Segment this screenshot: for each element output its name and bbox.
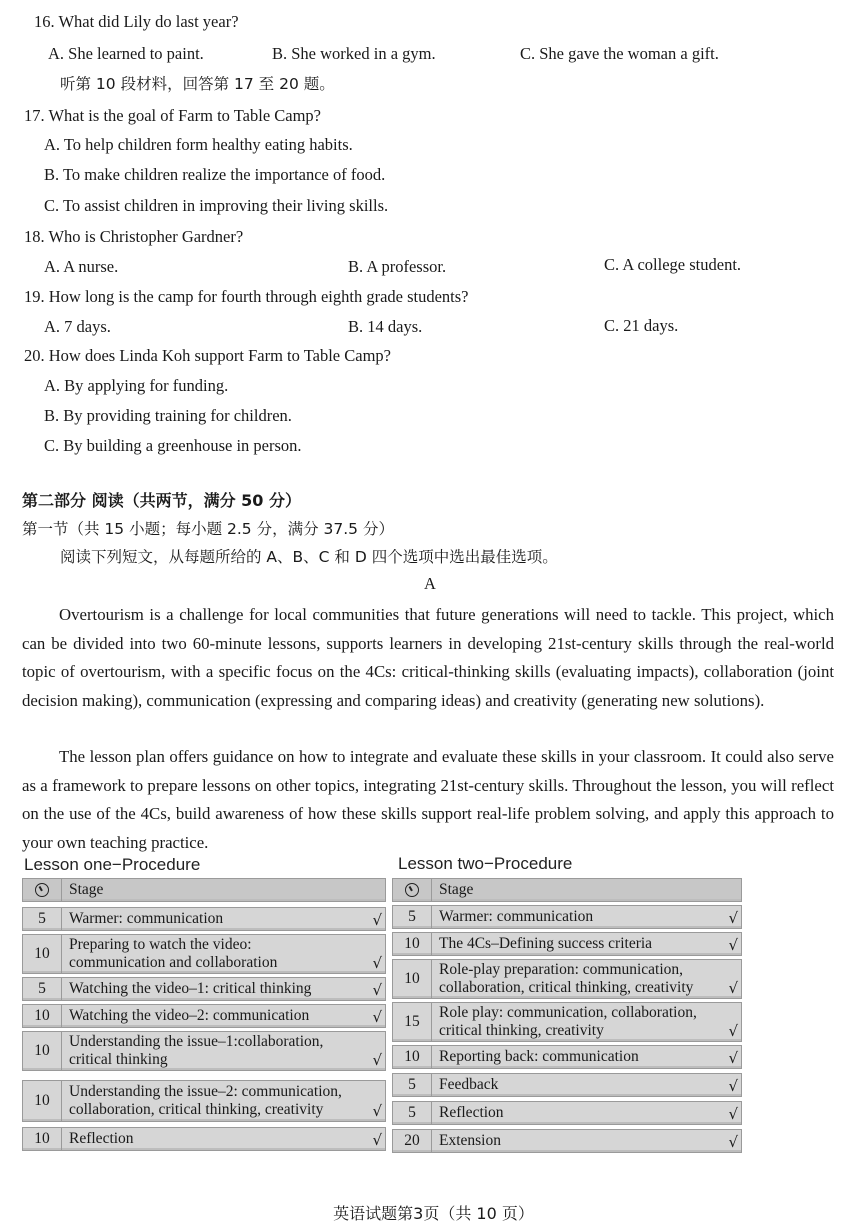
- check-mark-icon: √: [372, 1051, 382, 1069]
- table-row: [392, 1129, 742, 1153]
- check-mark-icon: √: [372, 1102, 382, 1120]
- minutes-cell: 10: [23, 1032, 62, 1070]
- minutes-cell: 5: [393, 1074, 432, 1096]
- table-row: [22, 907, 386, 931]
- q16-option-b: B. She worked in a gym.: [272, 44, 436, 63]
- q20-option-b: B. By providing training for children.: [44, 406, 292, 425]
- stage-cell: The 4Cs–Defining success criteria: [439, 935, 653, 952]
- table-row: [392, 1002, 742, 1042]
- question-20: 20. How does Linda Koh support Farm to Table Camp?: [24, 346, 391, 365]
- question-18: 18. Who is Christopher Gardner?: [24, 227, 244, 246]
- minutes-cell: 10: [23, 1005, 62, 1027]
- table-row: [22, 1004, 386, 1028]
- table-row: [22, 934, 386, 974]
- minutes-cell: 10: [393, 1046, 432, 1068]
- minutes-cell: 5: [23, 908, 62, 930]
- q17-option-b: B. To make children realize the importance of food.: [44, 165, 386, 184]
- stage-header: Stage: [69, 881, 104, 898]
- minutes-cell: 10: [393, 933, 432, 955]
- check-mark-icon: √: [728, 1077, 738, 1095]
- table-row: [22, 1080, 386, 1122]
- check-mark-icon: √: [372, 954, 382, 972]
- passage-paragraph-2: The lesson plan offers guidance on how to integrate and evaluate these skills in your classroom. It could also serve as a framework to prepare lessons on other topics, integrating 21st-century skills. Throughout the lesson, you will reflect on the use of the 4Cs, build awareness of how these skills support real-life problem solving, and apply this approach to your own teaching practice.: [22, 747, 834, 852]
- lesson-two-header-row: [392, 878, 742, 902]
- stage-cell: Warmer: communication: [69, 910, 224, 927]
- q16-option-c: C. She gave the woman a gift.: [520, 44, 719, 63]
- stage-cell: Role-play preparation: communication, collaboration, critical thinking, creativity: [439, 961, 694, 996]
- check-mark-icon: √: [372, 911, 382, 929]
- check-mark-icon: √: [372, 1008, 382, 1026]
- q18-option-a: A. A nurse.: [44, 257, 119, 276]
- stage-cell: Preparing to watch the video: communication and collaboration: [69, 936, 278, 971]
- stage-cell: Understanding the issue–1:collaboration, critical thinking: [69, 1033, 324, 1068]
- q18-option-c: C. A college student.: [604, 255, 742, 274]
- table-row: [392, 959, 742, 999]
- table-row: [392, 932, 742, 956]
- check-mark-icon: √: [728, 1022, 738, 1040]
- check-mark-icon: √: [372, 1131, 382, 1149]
- minutes-cell: 5: [23, 978, 62, 1000]
- stage-cell: Watching the video–2: communication: [69, 1007, 310, 1024]
- q17-option-a: A. To help children form healthy eating habits.: [44, 135, 353, 154]
- lesson-one-header-row: [22, 878, 386, 902]
- table-row: [392, 905, 742, 929]
- table-row: [392, 1101, 742, 1125]
- check-mark-icon: √: [728, 979, 738, 997]
- question-19: 19. How long is the camp for fourth through eighth grade students?: [24, 287, 469, 306]
- reading-instruction: 阅读下列短文，从每题所给的 A、B、C 和 D 四个选项中选出最佳选项。: [60, 548, 558, 566]
- minutes-cell: 10: [23, 1081, 62, 1121]
- check-mark-icon: √: [728, 1105, 738, 1123]
- minutes-cell: 5: [393, 906, 432, 928]
- stage-cell: Extension: [439, 1132, 501, 1149]
- q17-option-c: C. To assist children in improving their living skills.: [44, 196, 389, 215]
- section-one-title: 第一节（共 15 小题；每小题 2.5 分，满分 37.5 分）: [22, 520, 394, 538]
- clock-icon-cell: [393, 879, 432, 901]
- minutes-cell: 5: [393, 1102, 432, 1124]
- table-row: [392, 1045, 742, 1069]
- stage-cell: Reporting back: communication: [439, 1048, 639, 1065]
- lesson-two-title: Lesson two−Procedure: [398, 854, 573, 873]
- lesson-one-title: Lesson one−Procedure: [24, 855, 201, 874]
- minutes-cell: 20: [393, 1130, 432, 1152]
- q20-option-a: A. By applying for funding.: [44, 376, 229, 395]
- question-17: 17. What is the goal of Farm to Table Camp?: [24, 106, 322, 125]
- page-footer: 英语试题第3页（共 10 页）: [333, 1204, 534, 1223]
- q19-option-a: A. 7 days.: [44, 317, 111, 336]
- minutes-cell: 10: [23, 1128, 62, 1150]
- clock-icon: [35, 883, 49, 897]
- minutes-cell: 10: [23, 935, 62, 973]
- stage-cell: Role play: communication, collaboration, critical thinking, creativity: [439, 1004, 697, 1039]
- stage-cell: Warmer: communication: [439, 908, 594, 925]
- check-mark-icon: √: [372, 981, 382, 999]
- passage-letter: A: [424, 574, 436, 593]
- instruction-material-10: 听第 10 段材料，回答第 17 至 20 题。: [60, 75, 335, 93]
- stage-cell: Feedback: [439, 1076, 499, 1093]
- passage-paragraph-1: Overtourism is a challenge for local communities that future generations will need to tackle. This project, which can be divided into two 60-minute lessons, supports learners in developing 21st-century skills through the real-world topic of overtourism, with a specific focus on the 4Cs: critical-thinking skills (evaluating impacts), collaboration (joint decision making), communication (expressing and comparing ideas) and creativity (generating new solutions).: [22, 605, 834, 710]
- check-mark-icon: √: [728, 1049, 738, 1067]
- clock-icon-cell: [23, 879, 62, 901]
- stage-cell: Watching the video–1: critical thinking: [69, 980, 312, 997]
- check-mark-icon: √: [728, 936, 738, 954]
- table-row: [22, 977, 386, 1001]
- question-16: 16. What did Lily do last year?: [34, 12, 239, 31]
- part-two-title: 第二部分 阅读（共两节，满分 50 分）: [22, 491, 301, 510]
- stage-cell: Understanding the issue–2: communication, collaboration, critical thinking, creativity: [69, 1083, 342, 1118]
- minutes-cell: 10: [393, 960, 432, 998]
- table-row: [22, 1031, 386, 1071]
- q16-option-a: A. She learned to paint.: [48, 44, 204, 63]
- minutes-cell: 15: [393, 1003, 432, 1041]
- table-row: [22, 1127, 386, 1151]
- table-row: [392, 1073, 742, 1097]
- stage-cell: Reflection: [69, 1130, 134, 1147]
- check-mark-icon: √: [728, 1133, 738, 1151]
- q18-option-b: B. A professor.: [348, 257, 447, 276]
- clock-icon: [405, 883, 419, 897]
- check-mark-icon: √: [728, 909, 738, 927]
- stage-header: Stage: [439, 881, 474, 898]
- q20-option-c: C. By building a greenhouse in person.: [44, 436, 302, 455]
- q19-option-c: C. 21 days.: [604, 316, 679, 335]
- stage-cell: Reflection: [439, 1104, 504, 1121]
- q19-option-b: B. 14 days.: [348, 317, 423, 336]
